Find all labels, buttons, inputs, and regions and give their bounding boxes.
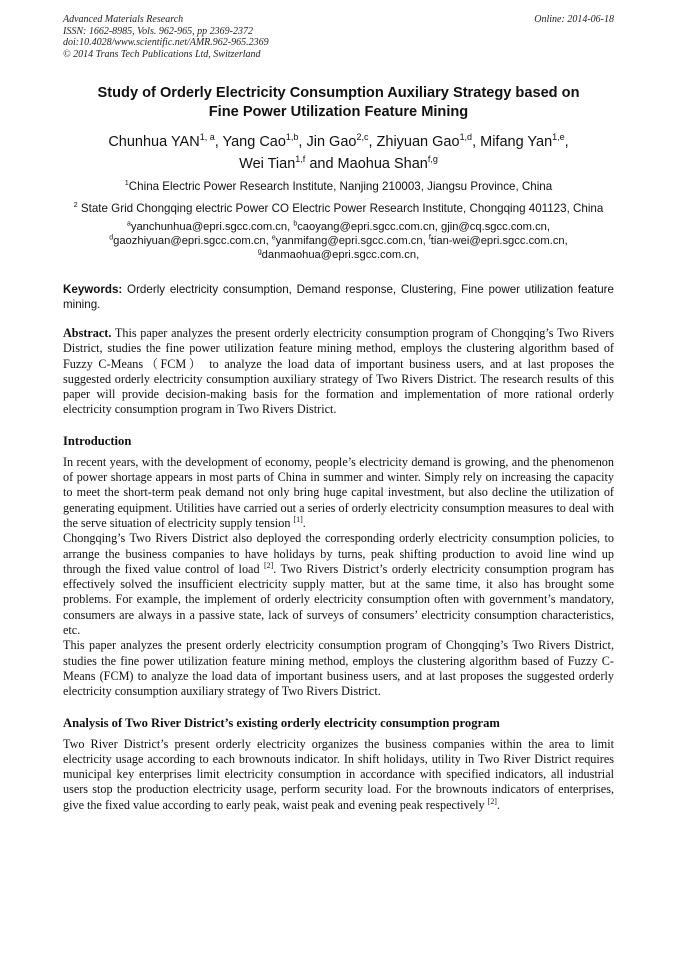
- author-separator: ,: [214, 134, 223, 150]
- email-entry: [441, 221, 550, 233]
- email-separator: ,: [564, 235, 568, 247]
- author-separator: ,: [564, 134, 569, 150]
- copyright-line: © 2014 Trans Tech Publications Ltd, Switzerland: [63, 48, 261, 60]
- affiliation-number: 2: [73, 199, 78, 209]
- email-entry: [429, 235, 568, 247]
- email-separator: ,: [434, 221, 442, 233]
- author-affiliation-mark: 1,f: [295, 154, 306, 165]
- paragraph: [63, 638, 614, 699]
- affiliation-number: 1: [124, 178, 129, 188]
- online-date: Online: 2014-06-18: [534, 14, 614, 25]
- email-address[interactable]: tian-wei@epri.sgcc.com.cn: [430, 235, 565, 247]
- author-affiliation-mark: 2,c: [356, 132, 369, 143]
- email-list: [63, 220, 614, 262]
- email-entry: [293, 221, 441, 233]
- email-address[interactable]: yanmifang@epri.sgcc.com.cn: [275, 235, 423, 247]
- author-name: Yang Cao: [222, 134, 286, 150]
- doi-line: doi:10.4028/www.scientific.net/AMR.962-965.2369: [63, 37, 269, 48]
- author-name: Chunhua YAN: [108, 134, 200, 150]
- title-line-2: Fine Power Utilization Feature Mining: [208, 104, 469, 120]
- author: [338, 156, 438, 172]
- paragraph-text: In recent years, with the development of economy, people’s electricity demand is growing, and the phenomenon of power shortage appears in most parts of China in summer and winter. Simply rely on increasing the capacity to meet the short-term peak demand not only bring huge capital investment, but also decline the utilization of generating equipment. Utilities have carried out a series of orderly electricity consumption measures to deal with the serve situation of electricity supply tension: [63, 454, 614, 530]
- paragraph: [63, 737, 614, 813]
- email-mark: b: [293, 220, 298, 228]
- author-name: Maohua Shan: [337, 156, 428, 172]
- paragraph-text: Two River District’s present orderly electricity organizes the business companies within the area to limit electricity usage according to each brownouts indicator. In shift holidays, utility in Two River District requires municipal key enterprises limit electricity consumption in accordance with specified indicators, all industrial users stop the production electricity usage, perform security load. For the brownouts indicators of enterprises, give the fixed value according to early peak, waist peak and evening peak respectively: [63, 736, 614, 812]
- paragraph-tail: . Two Rivers District’s orderly electricity consumption program has effectively solved the insufficient electricity supply matter, but at the same time, it also has brought some problems. For example, the implement of orderly electricity consumption often with government’s mandatory, consumers are always in a passive state, lack of surveys of consumers’ electricity consumption characteristics, etc.: [63, 561, 614, 638]
- author-affiliation-mark: 1, a: [199, 132, 215, 143]
- email-separator: ,: [416, 249, 420, 261]
- citation[interactable]: [2]: [263, 560, 274, 570]
- citation[interactable]: [2]: [487, 796, 497, 806]
- author-name: Zhiyuan Gao: [376, 134, 460, 150]
- email-separator: ,: [265, 235, 272, 247]
- author: [306, 134, 368, 150]
- paragraph-tail: .: [302, 515, 306, 530]
- abstract-label: Abstract.: [63, 326, 112, 340]
- section-heading-analysis: Analysis of Two River District’s existing orderly electricity consumption program: [63, 715, 500, 730]
- email-mark: e: [271, 234, 276, 242]
- section-heading-introduction: Introduction: [63, 433, 132, 448]
- keywords: [63, 282, 614, 312]
- author: [377, 134, 473, 150]
- keywords-text: Orderly electricity consumption, Demand response, Clustering, Fine power utilization feature mining.: [63, 283, 614, 311]
- author-separator: and: [305, 156, 338, 172]
- email-address[interactable]: gaozhiyuan@epri.sgcc.com.cn: [113, 235, 266, 247]
- journal-name: Advanced Materials Research: [63, 14, 184, 25]
- email-entry: [258, 249, 419, 261]
- affiliation-1: [63, 180, 614, 195]
- author: [480, 134, 565, 150]
- title-line-1: Study of Orderly Electricity Consumption Auxiliary Strategy based on: [97, 85, 580, 101]
- paper-page: [63, 14, 614, 813]
- abstract: [63, 326, 614, 418]
- author-separator: ,: [472, 134, 481, 150]
- email-mark: g: [257, 248, 262, 256]
- email-entry: [272, 235, 429, 247]
- author-separator: ,: [368, 134, 373, 150]
- author-list: [63, 131, 614, 175]
- author-affiliation-mark: 1,b: [285, 132, 299, 143]
- email-separator: ,: [287, 221, 294, 233]
- email-mark: a: [127, 220, 131, 228]
- author-separator: ,: [298, 134, 307, 150]
- affiliation-2: [63, 199, 614, 217]
- email-separator: ,: [546, 221, 550, 233]
- paper-title: [63, 84, 614, 122]
- email-separator: ,: [422, 235, 429, 247]
- author-affiliation-mark: f,g: [427, 154, 438, 165]
- citation[interactable]: [1]: [293, 514, 303, 524]
- email-address[interactable]: gjin@cq.sgcc.com.cn: [441, 221, 547, 233]
- author-affiliation-mark: 1,e: [552, 132, 565, 143]
- issn-line: ISSN: 1662-8985, Vols. 962-965, pp 2369-2372: [63, 25, 253, 37]
- author: [239, 156, 305, 172]
- paragraph-text: This paper analyzes the present orderly electricity consumption program of Chongqing’s Two Rivers District, studies the fine power utilization feature mining method, employs the clustering algorithm based of Fuzzy C-Means (FCM) to analyze the load data of important business users, and at last proposes the suggested orderly electricity consumption auxiliary strategy of Two Rivers District.: [63, 638, 614, 699]
- email-address[interactable]: caoyang@epri.sgcc.com.cn: [297, 221, 435, 233]
- author-name: Jin Gao: [306, 134, 357, 150]
- paragraph-text: Chongqing’s Two Rivers District also deployed the corresponding orderly electricity consumption policies, to arrange the business companies to have holidays by turns, peak shifting production to avoid line wind up through the fixed value control of load: [63, 531, 614, 576]
- abstract-text: This paper analyzes the present orderly electricity consumption program of Chongqing’s Two Rivers District, studies the fine power utilization feature mining method, employs the clustering algorithm based of Fuzzy C-Means（FCM） to analyze the load data of important business users, and at last proposes the suggested orderly electricity consumption auxiliary strategy of Two Rivers District. The research results of this paper will provide decision-making basis for the formation and implementation of more rational orderly electricity consumption program in Two Rivers District.: [63, 326, 614, 417]
- affiliation-text: State Grid Chongqing electric Power CO Electric Power Research Institute, Chongqing 401123, China: [77, 201, 604, 215]
- author-name: Wei Tian: [239, 156, 296, 172]
- journal-header: [63, 14, 614, 60]
- author: [223, 134, 299, 150]
- email-address[interactable]: danmaohua@epri.sgcc.com.cn: [261, 249, 417, 261]
- email-address[interactable]: yanchunhua@epri.sgcc.com.cn: [130, 221, 288, 233]
- keywords-label: Keywords:: [63, 283, 123, 296]
- email-mark: d: [109, 234, 114, 242]
- author-name: Mifang Yan: [480, 134, 553, 150]
- email-entry: [127, 221, 293, 233]
- author: [108, 134, 214, 150]
- author-affiliation-mark: 1,d: [459, 132, 473, 143]
- email-entry: [109, 235, 272, 247]
- email-mark: f: [428, 234, 431, 242]
- affiliation-text: China Electric Power Research Institute, Nanjing 210003, Jiangsu Province, China: [128, 180, 553, 193]
- paragraph: [63, 531, 614, 638]
- paragraph: [63, 455, 614, 531]
- paragraph-tail: .: [496, 797, 500, 812]
